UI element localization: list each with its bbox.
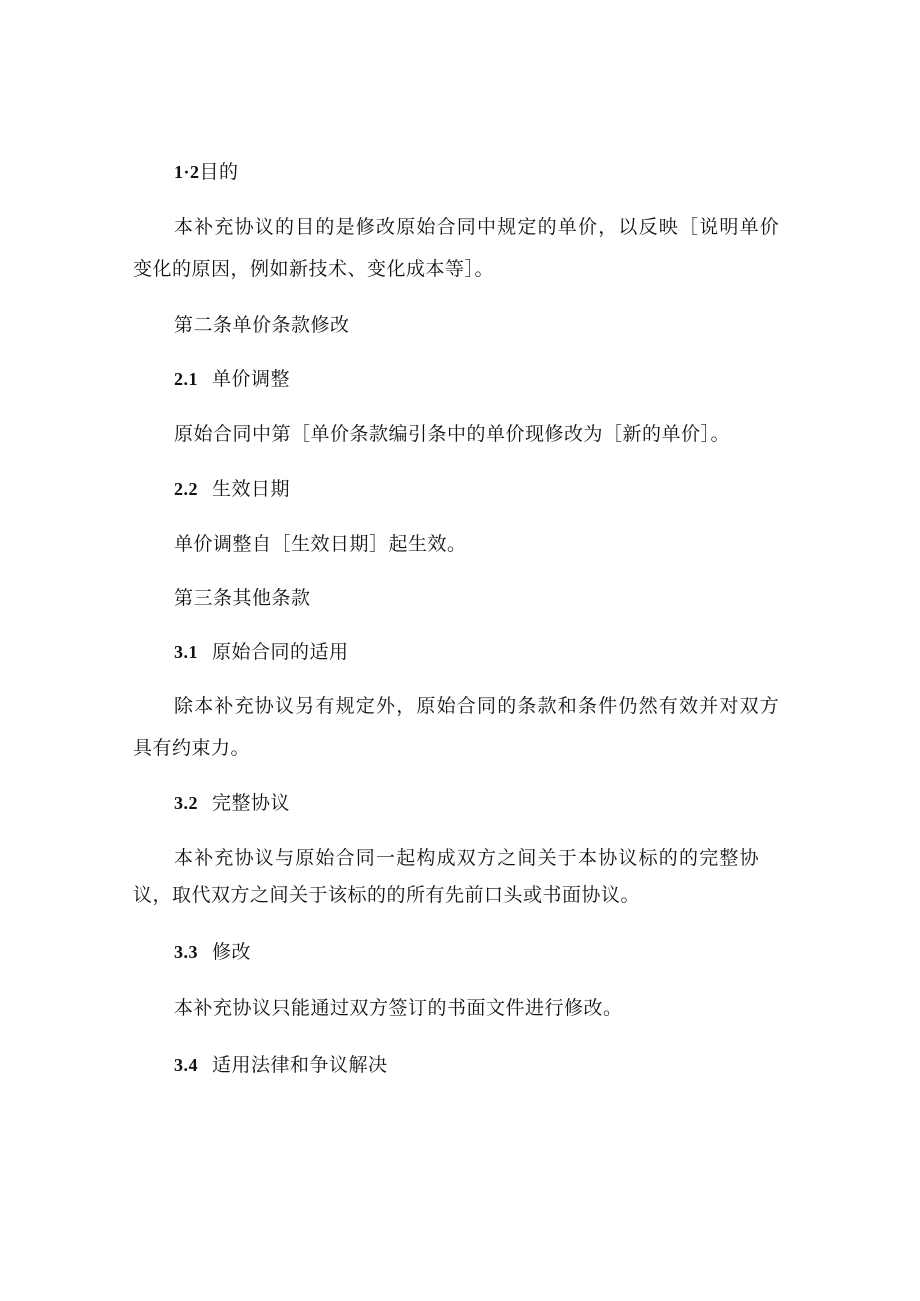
section-heading-3-3	[174, 940, 251, 964]
section-heading-2-1	[174, 367, 290, 391]
paragraph-purpose-line-1: 本补充协议的目的是修改原始合同中规定的单价，以反映［说明单价	[174, 216, 781, 238]
section-title: 适用法律和争议解决	[212, 1054, 388, 1076]
section-heading-1-2	[174, 160, 239, 184]
section-title: 修改	[212, 941, 252, 963]
paragraph-3-2-line-2: 议，取代双方之间关于该标的的所有先前口头或书面协议。	[133, 884, 641, 906]
section-title: 完整协议	[212, 792, 291, 814]
paragraph-purpose-line-2: 变化的原因，例如新技术、变化成本等］。	[133, 258, 495, 280]
section-title: 单价调整	[212, 368, 291, 390]
paragraph-3-3: 本补充协议只能通过双方签订的书面文件进行修改。	[174, 997, 623, 1019]
paragraph-2-1: 原始合同中第［单价条款编引条中的单价现修改为［新的单价］。	[174, 423, 731, 445]
section-number: 1·2	[174, 162, 200, 182]
paragraph-2-2: 单价调整自［生效日期］起生效。	[174, 533, 467, 555]
section-number: 2.1	[174, 369, 198, 389]
section-heading-3-1	[174, 640, 349, 664]
section-title: 生效日期	[212, 478, 291, 500]
section-number: 3.3	[174, 942, 198, 962]
article-heading-3: 第三条其他条款	[174, 587, 311, 609]
section-number: 2.2	[174, 479, 198, 499]
section-heading-3-2	[174, 791, 290, 815]
paragraph-3-2-line-1: 本补充协议与原始合同一起构成双方之间关于本协议标的的完整协	[174, 847, 760, 869]
article-heading-2: 第二条单价条款修改	[174, 314, 350, 336]
section-number: 3.2	[174, 793, 198, 813]
paragraph-3-1-line-2: 具有约束力。	[133, 737, 251, 759]
section-title: 原始合同的适用	[212, 641, 349, 663]
section-heading-3-4	[174, 1053, 388, 1077]
section-number: 3.1	[174, 642, 198, 662]
section-title: 目的	[199, 161, 239, 183]
section-heading-2-2	[174, 477, 290, 501]
section-number: 3.4	[174, 1055, 198, 1075]
paragraph-3-1-line-1: 除本补充协议另有规定外，原始合同的条款和条件仍然有效并对双方	[174, 695, 781, 717]
